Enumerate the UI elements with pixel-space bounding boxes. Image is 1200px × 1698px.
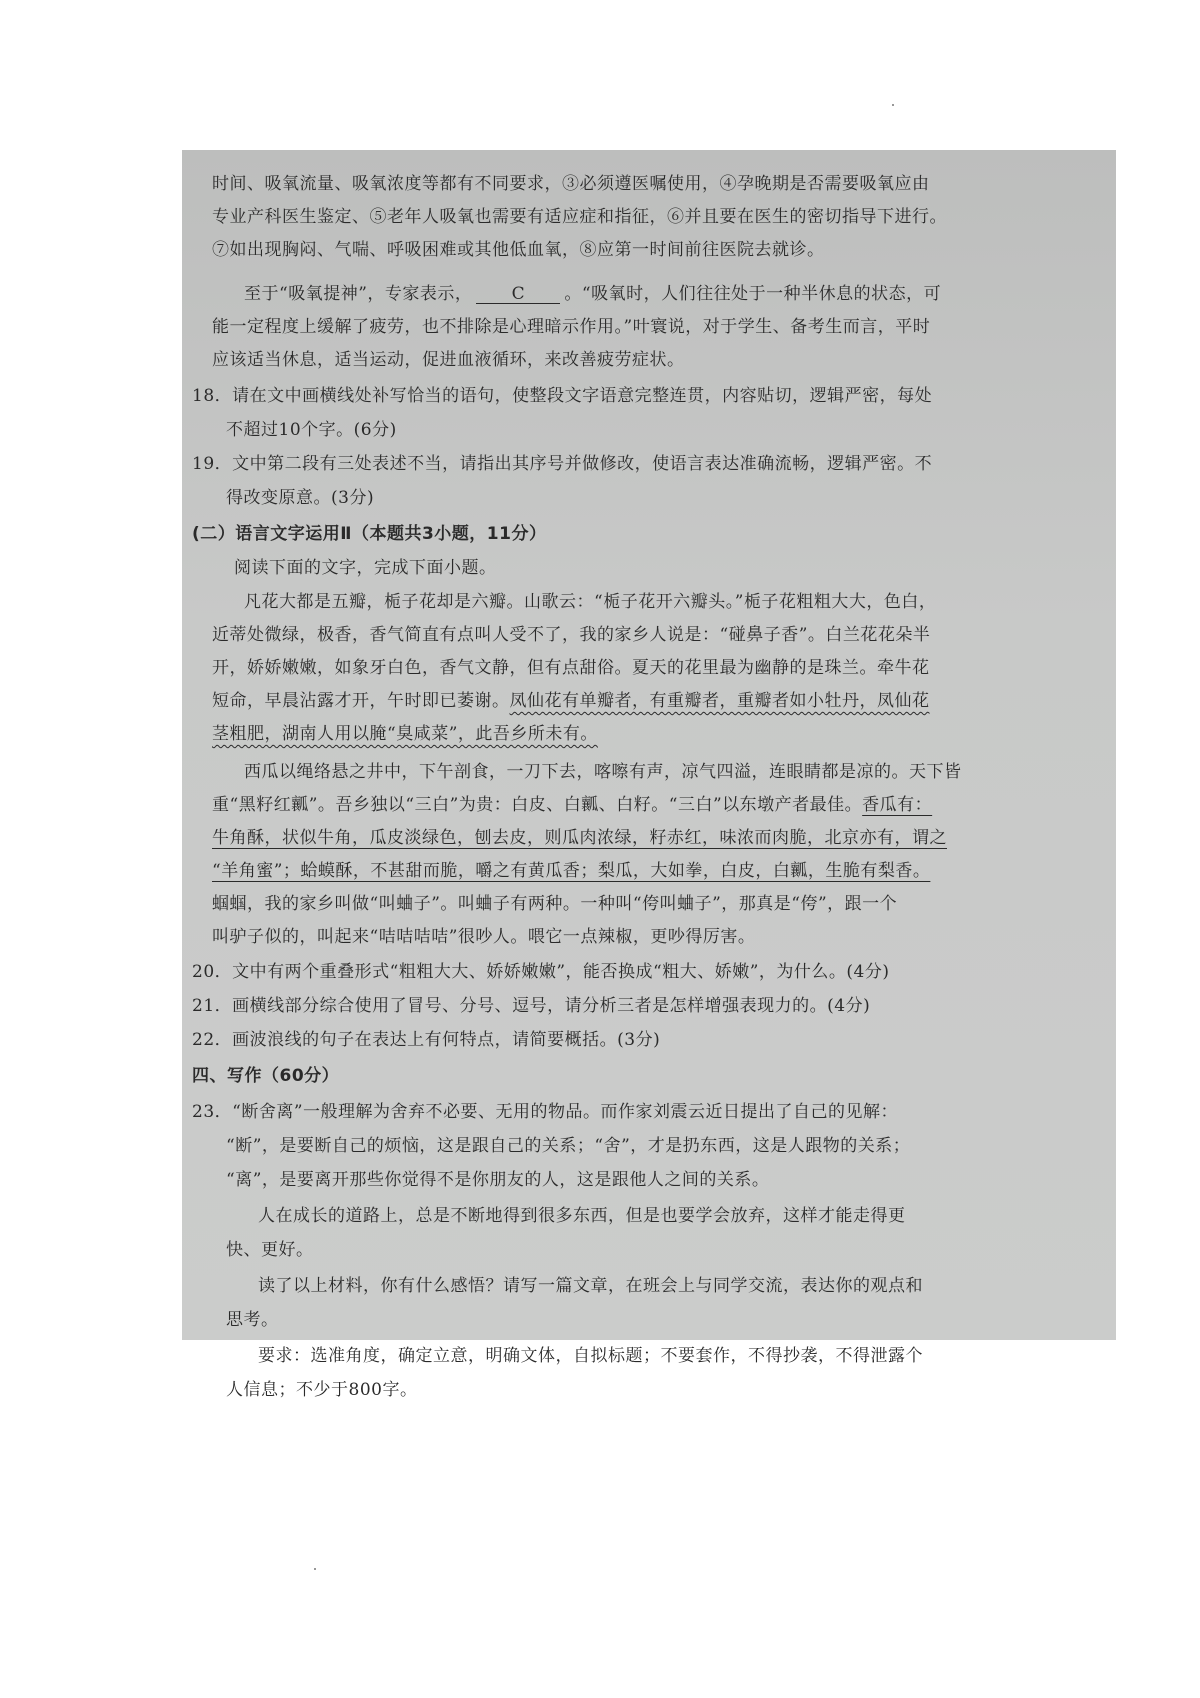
wavy-underlined-text: 茎粗肥，湖南人用以腌“臭咸菜”，此吾乡所未有。	[212, 724, 598, 744]
question-19: 19．文中第二段有三处表述不当，请指出其序号并做修改，使语言表达准确流畅，逻辑严密。不	[192, 454, 933, 474]
text-line: 思考。	[226, 1310, 279, 1330]
text-line: 叫驴子似的，叫起来“咭咭咭咭”很吵人。喂它一点辣椒，更吵得厉害。	[212, 927, 756, 947]
text-line: 能一定程度上缓解了疲劳，也不排除是心理暗示作用。”叶寰说，对于学生、备考生而言，平时	[212, 317, 931, 337]
text-line: 人在成长的道路上，总是不断地得到很多东西，但是也要学会放弃，这样才能走得更	[258, 1206, 906, 1226]
question-20: 20．文中有两个重叠形式“粗粗大大、娇娇嫩嫩”，能否换成“粗大、娇嫩”，为什么。(4分)	[192, 962, 890, 982]
section-heading-2: (二）语言文字运用Ⅱ（本题共3小题，11分）	[192, 524, 547, 544]
text-line: 凡花大都是五瓣，栀子花却是六瓣。山歌云：“栀子花开六瓣头。”栀子花粗粗大大，色白，	[244, 592, 937, 612]
text-segment: 。“吸氧时，人们往往处于一种半休息的状态，可	[564, 284, 942, 304]
text-line: 快、更好。	[226, 1240, 314, 1260]
wavy-underlined-text: 凤仙花有单瓣者，有重瓣者，重瓣者如小牡丹，凤仙花	[509, 691, 930, 711]
question-22: 22．画波浪线的句子在表达上有何特点，请简要概括。(3分)	[192, 1030, 661, 1050]
text-line	[212, 726, 598, 743]
text-line: 读了以上材料，你有什么感悟？请写一篇文章，在班会上与同学交流，表达你的观点和	[258, 1276, 923, 1296]
speck	[314, 1568, 316, 1570]
answer-blank: C	[476, 286, 560, 304]
text-segment: 短命，早晨沾露才开，午时即已萎谢。	[212, 691, 510, 711]
question-18-cont: 不超过10个字。(6分)	[226, 420, 397, 440]
text-line: 近蒂处微绿，极香，香气简直有点叫人受不了，我的家乡人说是：“碰鼻子香”。白兰花花朵半	[212, 625, 931, 645]
text-line: 应该适当休息，适当运动，促进血液循环，来改善疲劳症状。	[212, 350, 685, 370]
text-line: “断”，是要断自己的烦恼，这是跟自己的关系；“舍”，才是扔东西，这是人跟物的关系；	[226, 1136, 911, 1156]
text-line	[212, 830, 947, 847]
text-line	[212, 863, 930, 880]
section-heading-4: 四、写作（60分）	[192, 1066, 340, 1086]
text-line	[244, 286, 941, 304]
requirements: 要求：选准角度，确定立意，明确文体，自拟标题；不要套作，不得抄袭，不得泄露个	[258, 1346, 923, 1366]
underlined-text: 牛角酥，状似牛角，瓜皮淡绿色，刨去皮，则瓜肉浓绿，籽赤红，味浓而肉脆，北京亦有，谓之	[212, 828, 947, 848]
text-segment: 至于“吸氧提神”，专家表示，	[244, 284, 473, 304]
text-line: 西瓜以绳络悬之井中，下午剖食，一刀下去，喀嚓有声，凉气四溢，连眼睛都是凉的。天下皆	[244, 762, 962, 782]
requirements-cont: 人信息；不少于800字。	[226, 1380, 418, 1400]
underlined-text: “羊角蜜”；蛤蟆酥，不甚甜而脆，嚼之有黄瓜香；梨瓜，大如拳，白皮，白瓤，生脆有梨香。	[212, 861, 931, 881]
text-line	[212, 797, 932, 814]
question-19-cont: 得改变原意。(3分)	[226, 488, 375, 508]
text-line: 时间、吸氧流量、吸氧浓度等都有不同要求，③必须遵医嘱使用，④孕晚期是否需要吸氧应由	[212, 174, 930, 194]
text-line: 蝈蝈，我的家乡叫做“叫蛐子”。叫蛐子有两种。一种叫“侉叫蛐子”，那真是“侉”，跟一个	[212, 894, 898, 914]
text-segment: 重“黑籽红瓤”。吾乡独以“三白”为贵：白皮、白瓤、白籽。“三白”以东墩产者最佳。	[212, 795, 863, 815]
question-18: 18．请在文中画横线处补写恰当的语句，使整段文字语意完整连贯，内容贴切，逻辑严密，每处	[192, 386, 933, 406]
text-line: 开，娇娇嫩嫩，如象牙白色，香气文静，但有点甜俗。夏天的花里最为幽静的是珠兰。牵牛花	[212, 658, 930, 678]
question-23: 23．“断舍离”一般理解为舍弃不必要、无用的物品。而作家刘震云近日提出了自己的见解：	[192, 1102, 899, 1122]
speck	[892, 104, 894, 106]
question-21: 21．画横线部分综合使用了冒号、分号、逗号，请分析三者是怎样增强表现力的。(4分)	[192, 996, 871, 1016]
text-line	[212, 693, 930, 710]
text-line: ⑦如出现胸闷、气喘、呼吸困难或其他低血氧，⑧应第一时间前往医院去就诊。	[212, 240, 825, 260]
instruction: 阅读下面的文字，完成下面小题。	[234, 558, 497, 578]
text-line: “离”，是要离开那些你觉得不是你朋友的人，这是跟他人之间的关系。	[226, 1170, 770, 1190]
text-line: 专业产科医生鉴定、⑤老年人吸氧也需要有适应症和指征，⑥并且要在医生的密切指导下进行。	[212, 207, 947, 227]
underlined-text: 香瓜有：	[862, 795, 933, 815]
